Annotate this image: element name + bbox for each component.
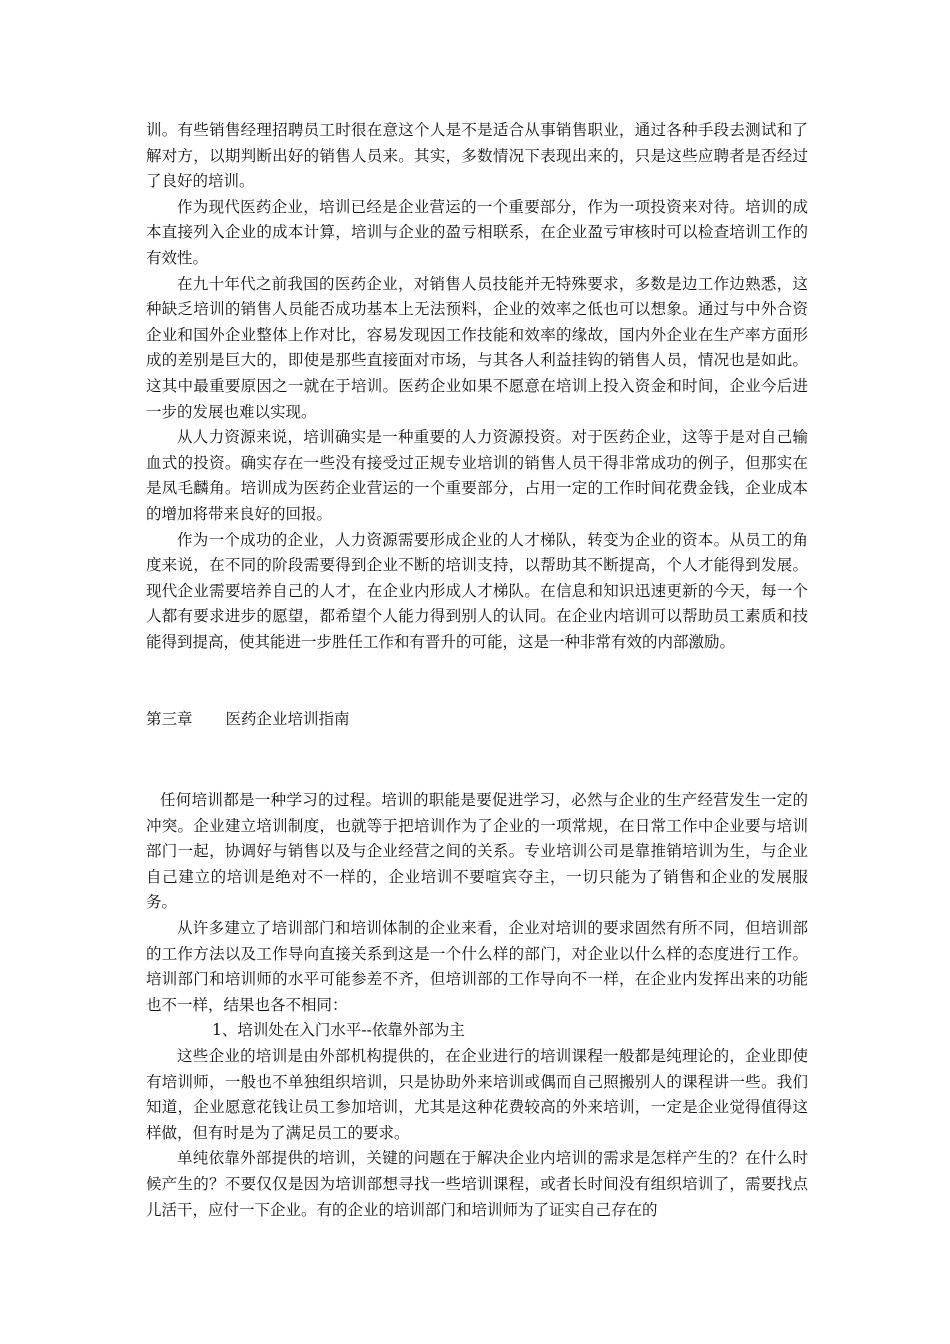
paragraph-human-resources: 从人力资源来说，培训确实是一种重要的人力资源投资。对于医药企业，这等于是对自己输血式的投资。确实存在一些没有接受过正规专业培训的销售人员干得非常成功的例子，但那实在是凤毛麟角。培训成为医药企业营运的一个重要部分，占用一定的工作时间花费金钱，企业成本的增加将带来良好的回报。 [146,428,808,523]
paragraph-nineties: 在九十年代之前我国的医药企业，对销售人员技能并无特殊要求，多数是边工作边熟悉，这种缺乏培训的销售人员能否成功基本上无法预料，企业的效率之低也可以想象。通过与中外合资企业和国外企业整体上作对比，容易发现因工作技能和效率的缘故，国内外企业在生产率方面形成的差别是巨大的，即使是那些直接面对市场，与其各人利益挂钩的销售人员，情况也是如此。这其中最重要原因之一就在于培训。医药企业如果不愿意在培训上投入资金和时间，企业今后进一步的发展也难以实现。 [146,274,808,421]
chapter-heading [146,707,808,733]
document-page [146,118,808,1223]
chapter-title: 医药企业培训指南 [225,710,350,729]
paragraph-talent-ladder: 作为一个成功的企业，人力资源需要形成企业的人才梯队，转变为企业的资本。从员工的角度来说，在不同的阶段需要得到企业不断的培训支持，以帮助其不断提高，个人才能得到发展。现代企业需要培养自己的人才，在企业内形成人才梯队。在信息和知识迅速更新的今天，每一个人都有要求进步的愿望，都希望个人能力得到别人的认同。在企业内培训可以帮助员工素质和技能得到提高，使其能进一步胜任工作和有晋升的可能，这是一种非常有效的内部激励。 [146,530,808,651]
paragraph-continuation: 训。有些销售经理招聘员工时很在意这个人是不是适合从事销售职业，通过各种手段去测试和了解对方，以期判断出好的销售人员来。其实，多数情况下表现出来的，只是这些应聘者是否经过了良好的培训。 [146,121,808,191]
paragraph-learning-process: 任何培训都是一种学习的过程。培训的职能是要促进学习，必然与企业的生产经营发生一定的冲突。企业建立培训制度，也就等于把培训作为了企业的一项常规，在日常工作中企业要与培训部门一起，协调好与销售以及与企业经营之间的关系。专业培训公司是靠推销培训为生，与企业自己建立的培训是绝对不一样的，企业培训不要喧宾夺主，一切只能为了销售和企业的发展服务。 [146,791,808,912]
chapter-number: 第三章 [146,710,193,729]
paragraph-external-training: 这些企业的培训是由外部机构提供的，在企业进行的培训课程一般都是纯理论的，企业即使有培训师，一般也不单独组织培训，只是协助外来培训或偶而自己照搬别人的课程讲一些。我们知道，企业愿意花钱让员工参加培训，尤其是这种花费较高的外来培训，一定是企业觉得值得这样做，但有时是为了满足员工的要求。 [146,1047,808,1142]
paragraph-training-departments: 从许多建立了培训部门和培训体制的企业来看，企业对培训的要求固然有所不同，但培训部的工作方法以及工作导向直接关系到这是一个什么样的部门，对企业以什么样的态度进行工作。培训部门和培训师的水平可能参差不齐，但培训部的工作导向不一样，在企业内发挥出来的功能也不一样，结果也各不相同： [146,919,808,1014]
section-subheading: 1、培训处在入门水平--依靠外部为主 [212,1021,465,1040]
paragraph-training-needs: 单纯依靠外部提供的培训，关键的问题在于解决企业内培训的需求是怎样产生的？在什么时候产生的？不要仅仅是因为培训部想寻找一些培训课程，或者长时间没有组织培训了，需要找点儿活干，应付一下企业。有的企业的培训部门和培训师为了证实自己存在的 [146,1149,808,1219]
paragraph-investment: 作为现代医药企业，培训已经是企业营运的一个重要部分，作为一项投资来对待。培训的成本直接列入企业的成本计算，培训与企业的盈亏相联系，在企业盈亏审核时可以检查培训工作的有效性。 [146,197,808,267]
